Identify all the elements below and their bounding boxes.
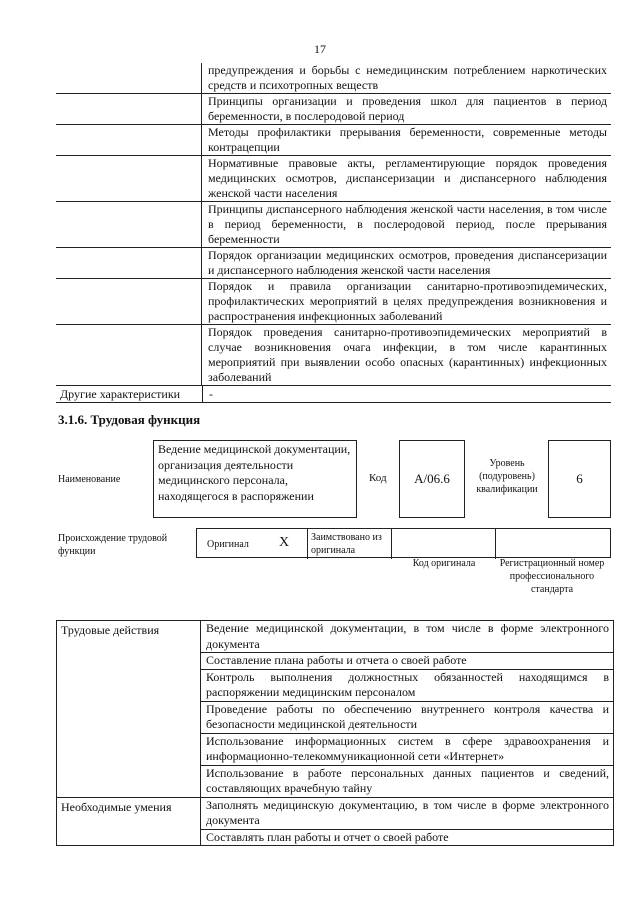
- other-characteristics-value: -: [202, 386, 611, 402]
- list-item: Контроль выполнения должностных обязанностей находящимся в распоряжении медицинским персоналом: [201, 670, 613, 702]
- origin-label: Происхождение трудовой функции: [58, 533, 168, 557]
- table-cell: Принципы организации и проведения школ для пациентов в период беременности, в послеродовой период: [201, 94, 611, 124]
- table-cell: Методы профилактики прерывания беременности, современные методы контрацепции: [201, 125, 611, 155]
- list-item: Составлять план работы и отчет о своей работе: [206, 829, 449, 844]
- function-name-box: Ведение медицинской документации, организация деятельности медицинского персонала, находящегося в распоряжении: [153, 440, 357, 518]
- other-characteristics-label: Другие характеристики: [60, 387, 181, 401]
- table-cell: Порядок проведения санитарно-противоэпидемических мероприятий в случае возникновения очага инфекции, в том числе карантинных мероприятий при выявлении особо опасных (карантинных) инфекционных заболеваний: [201, 325, 611, 385]
- table-row: [56, 279, 611, 325]
- table-cell: Порядок организации медицинских осмотров, проведения диспансеризации и диспансерного наблюдения женской части населения: [201, 248, 611, 278]
- original-label: Оригинал: [207, 539, 249, 550]
- list-item: Проведение работы по обеспечению внутреннего контроля качества и безопасности медицинской деятельности: [201, 702, 613, 734]
- knowledge-table-continuation: [56, 63, 611, 403]
- name-label: Наименование: [58, 474, 121, 485]
- other-characteristics-row: [56, 386, 611, 403]
- table-row: [56, 63, 611, 94]
- qualification-level-label: Уровень (подуровень) квалификации: [476, 458, 538, 495]
- table-cell: Порядок и правила организации санитарно-противоэпидемических, профилактических мероприятий в целях предупреждения возникновения и распространения инфекционных заболеваний: [201, 279, 611, 324]
- reg-number-caption: Регистрационный номер профессионального стандарта: [499, 558, 605, 595]
- original-mark: X: [279, 535, 290, 550]
- section-title: 3.1.6. Трудовая функция: [58, 412, 201, 427]
- list-item: Ведение медицинской документации, в том числе в форме электронного документа: [201, 621, 613, 653]
- code-original-caption: Код оригинала: [412, 558, 476, 569]
- table-row: [56, 125, 611, 156]
- required-skills-group: [57, 798, 613, 846]
- list-item: Составление плана работы и отчета о своей работе: [201, 653, 613, 670]
- table-row: [56, 248, 611, 279]
- table-row: [56, 325, 611, 386]
- list-item: Использование в работе персональных данных пациентов и сведений, составляющих врачебную тайну: [206, 765, 609, 795]
- qualification-level-box: 6: [548, 440, 611, 518]
- table-cell: Нормативные правовые акты, регламентирующие порядок проведения медицинских осмотров, диспансеризации и диспансерного наблюдения женской части населения: [201, 156, 611, 201]
- table-row: [56, 156, 611, 202]
- list-item: Использование информационных систем в сфере здравоохранения и информационно-телекоммуникационной сети «Интернет»: [201, 734, 613, 766]
- labor-function-table: [56, 620, 614, 846]
- group-label: Необходимые умения: [61, 799, 172, 814]
- table-cell: Принципы диспансерного наблюдения женской части населения, в том числе в период беременности, в послеродовой период, после прерывания беременности: [201, 202, 611, 247]
- code-label: Код: [369, 472, 387, 484]
- labor-actions-group: [57, 621, 613, 798]
- borrowed-label: Заимствовано из оригинала: [311, 532, 382, 556]
- origin-table: [196, 528, 611, 558]
- list-item: Заполнять медицинскую документацию, в том числе в форме электронного документа: [201, 798, 613, 830]
- table-cell: предупреждения и борьбы с немедицинским потреблением наркотических средств и психотропных веществ: [201, 63, 611, 93]
- table-row: [56, 202, 611, 248]
- function-code-box: А/06.6: [399, 440, 465, 518]
- group-label: Трудовые действия: [61, 623, 160, 637]
- page-number: 17: [314, 42, 326, 56]
- table-row: [56, 94, 611, 125]
